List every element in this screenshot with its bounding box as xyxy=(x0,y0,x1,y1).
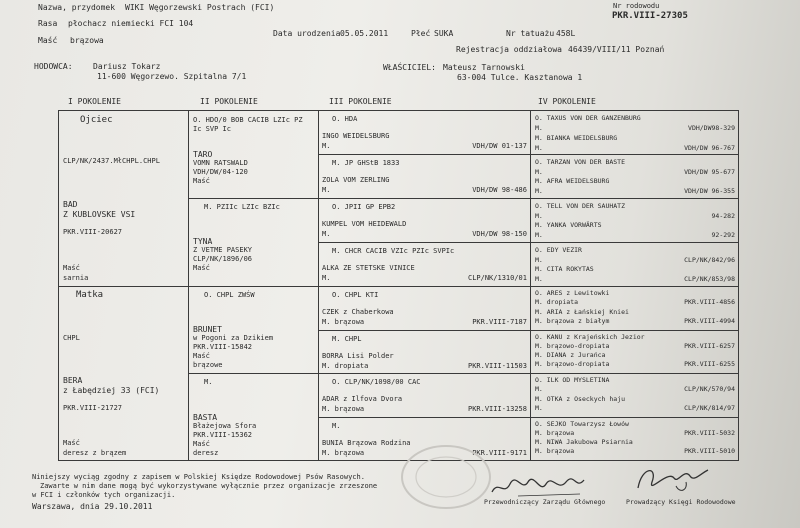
gen2-kennel: VOMN RATSWALD xyxy=(193,159,248,167)
gen3-reg: PKR.VIII-13258 xyxy=(467,405,527,413)
generation-1-header: I POKOLENIE xyxy=(68,97,121,106)
sire-titles: CLP/NK/2437.MłCHPL.CHPL xyxy=(63,157,160,165)
issue-date: Warszawa, dnia 29.10.2011 xyxy=(32,502,153,511)
sire-kennel: Z KUBLOVSKE VSI xyxy=(63,210,136,219)
gen3-reg: PKR.VIII-11503 xyxy=(467,362,527,370)
gen4-reg: PKR.VIII-6255 xyxy=(684,360,735,368)
gen2-reg: PKR.VIII-15362 xyxy=(193,431,253,439)
gen4-reg: CLP/NK/570/94 xyxy=(684,385,735,393)
gen4-color: M. brązowa z białym xyxy=(535,317,610,325)
gen3-name: BORRA Lisi Polder xyxy=(322,352,394,360)
gen4-name: M. NIWA Jakubowa Psiarnia xyxy=(535,438,633,446)
owner-address: 63-004 Tulce. Kasztanowa 1 xyxy=(457,73,583,82)
gen2-titles: M. PZIIc LZIc BZIc xyxy=(204,203,280,211)
dam-pkr: PKR.VIII-21727 xyxy=(63,404,123,412)
regno-value: PKR.VIII-27305 xyxy=(612,11,688,21)
gen2-color-label: Maść xyxy=(193,352,210,360)
gen3-reg: VDH/DW 98-486 xyxy=(472,186,527,194)
gen4-name: M. ARIA z Łańskiej Kniei xyxy=(535,308,629,316)
gen3-reg: PKR.VIII-9171 xyxy=(472,449,527,457)
gen2-name: BASTA xyxy=(193,413,218,422)
gen2-reg: PKR.VIII-15842 xyxy=(193,343,253,351)
gen3-titles: O. CHPL KTI xyxy=(332,291,379,299)
color-value: brązowa xyxy=(70,36,104,45)
gen2-name: TYNA xyxy=(193,237,213,246)
birth-label: Data urodzenia xyxy=(273,29,341,38)
gen3-titles: M. JP GHStB 1833 xyxy=(332,159,400,167)
signature-chairman xyxy=(488,470,588,500)
gen4-color: M. dropiata xyxy=(535,298,579,306)
gen4-reg: PKR.VIII-4994 xyxy=(684,317,735,325)
gen4-name: M. YANKA VORWÄRTS xyxy=(535,221,602,229)
gen3-color: M. xyxy=(322,230,331,238)
gen4-name: M. BIANKA WEIDELSBURG xyxy=(535,134,618,142)
signature-label-registrar: Prowadzący Księgi Rodowodowe xyxy=(626,498,736,506)
gen3-color: M. brązowa xyxy=(322,449,365,457)
dam-color: deresz z brązem xyxy=(63,449,127,457)
gen4-name: M. OTKA z Oseckych haju xyxy=(535,395,626,403)
registration-label: Rejestracja oddziałowa xyxy=(456,45,562,54)
gen4-name: M. AFRA WEIDELSBURG xyxy=(535,177,610,185)
gen3-titles: O. HDA xyxy=(332,115,358,123)
gen4-reg: CLP/NK/853/98 xyxy=(684,275,735,283)
gen4-name: O. TELL VON DER SAUHATZ xyxy=(535,202,626,210)
gen4-name: O. ARES z Lewitowki xyxy=(535,289,610,297)
gen3-titles: M. CHCR CACIB VZIc PZIc SVPIc xyxy=(332,247,455,255)
gen4-reg: CLP/NK/814/97 xyxy=(684,404,735,412)
dog-name: WIKI Węgorzewski Postrach (FCI) xyxy=(125,3,275,12)
gen4-color: M. xyxy=(535,124,543,132)
generation-4-header: IV POKOLENIE xyxy=(538,97,596,106)
gen3-reg: VDH/DW 01-137 xyxy=(472,142,527,150)
birth-value: 05.05.2011 xyxy=(340,29,389,38)
signature-registrar xyxy=(628,460,718,500)
sire-color-label: Maść xyxy=(63,264,80,272)
color-label: Maść xyxy=(38,36,58,45)
gen4-color: M. xyxy=(535,404,543,412)
dam-name: BERA xyxy=(63,376,83,385)
sire-name: BAD xyxy=(63,200,78,209)
gen3-titles: M. CHPL xyxy=(332,335,362,343)
gen4-name: O. TARZAN VON DER BASTE xyxy=(535,158,626,166)
gen4-reg: 92-292 xyxy=(711,231,735,239)
gen4-color: M. xyxy=(535,212,543,220)
gen2-color-label: Maść xyxy=(193,177,210,185)
gen4-reg: PKR.VIII-5032 xyxy=(684,429,735,437)
gen4-name: O. SEJKO Towarzysz Łowów xyxy=(535,420,629,428)
owner-name: Mateusz Tarnowski xyxy=(443,63,525,72)
owner-label: WŁAŚCICIEL: xyxy=(383,63,436,72)
gen4-name: M. CITA ROKYTAS xyxy=(535,265,594,273)
breed-value: płochacz niemiecki FCI 104 xyxy=(68,19,194,28)
tattoo-value: 458L xyxy=(556,29,576,38)
gen3-color: M. xyxy=(322,274,331,282)
gen4-color: M. xyxy=(535,275,543,283)
dam-titles: CHPL xyxy=(63,334,80,342)
gen4-color: M. brązowa xyxy=(535,429,575,437)
gen4-color: M. xyxy=(535,187,543,195)
gen3-reg: PKR.VIII-7187 xyxy=(472,318,527,326)
gen4-color: M. xyxy=(535,385,543,393)
generation-3-header: III POKOLENIE xyxy=(329,97,392,106)
gen3-name: KUMPEL VOM HEIDEWALD xyxy=(322,220,407,228)
registration-value: 46439/VIII/11 Poznań xyxy=(568,45,665,54)
gen4-color: M. xyxy=(535,256,543,264)
gen4-reg: 94-282 xyxy=(711,212,735,220)
dam-kennel: z Łabędziej 33 (FCI) xyxy=(63,386,160,395)
gen2-kennel: w Pogoni za Dzikiem xyxy=(193,334,274,342)
gen2-color-label: Maść xyxy=(193,264,210,272)
gen2-reg: VDH/DW/04-120 xyxy=(193,168,248,176)
gen2-kennel: Z VETME PASEKY xyxy=(193,246,253,254)
gen3-color: M. xyxy=(322,142,331,150)
gen3-color: M. dropiata xyxy=(322,362,369,370)
footer-line-3: w FCI i członków tych organizacji. xyxy=(32,491,176,499)
gen2-titles: O. HDO/0 BOB CACIB LZIc PZ Ic SVP Ic xyxy=(193,116,303,133)
gen4-reg: VDH/DW 96-355 xyxy=(684,187,735,195)
gen4-reg: VDH/DW98-329 xyxy=(688,124,735,132)
gen3-color: M. brązowa xyxy=(322,405,365,413)
gen2-color: deresz xyxy=(193,449,219,457)
dam-color-label: Maść xyxy=(63,439,80,447)
gen4-name: O. KANU z Krajeńskich Jezior xyxy=(535,333,645,341)
name-label: Nazwa, przydomek xyxy=(38,3,116,12)
sire-color: sarnia xyxy=(63,274,89,282)
gen2-name: BRUNET xyxy=(193,325,222,334)
gen2-titles: O. CHPL ZWŚW xyxy=(204,291,255,299)
sex-label: Płeć xyxy=(411,29,431,38)
gen3-name: ADAR z Ilfova Dvora xyxy=(322,395,403,403)
gen4-color: M. xyxy=(535,168,543,176)
gen4-name: O. ILK OD MYSLETINA xyxy=(535,376,610,384)
gen3-color: M. brązowa xyxy=(322,318,365,326)
gen4-color: M. brązowa xyxy=(535,447,575,455)
gen3-name: INGO WEIDELSBURG xyxy=(322,132,390,140)
gen3-reg: VDH/DW 98-150 xyxy=(472,230,527,238)
gen3-titles: M. xyxy=(332,422,341,430)
gen3-name: ZOLA VOM ZERLING xyxy=(322,176,390,184)
gen4-reg: PKR.VIII-4856 xyxy=(684,298,735,306)
gen2-kennel: Błażejowa Sfora xyxy=(193,422,257,430)
sire-pkr: PKR.VIII-20627 xyxy=(63,228,123,236)
signature-label-chairman: Przewodniczący Zarządu Głównego xyxy=(484,498,606,506)
dam-label: Matka xyxy=(76,290,104,300)
gen4-name: O. TAXUS VON DER GANZENBURG xyxy=(535,114,641,122)
gen4-reg: VDH/DW 95-677 xyxy=(684,168,735,176)
gen3-titles: O. CLP/NK/1098/00 CAC xyxy=(332,378,421,386)
gen2-color-label: Maść xyxy=(193,440,210,448)
gen2-titles: M. xyxy=(204,378,213,386)
sire-label: Ojciec xyxy=(80,115,113,125)
gen3-titles: O. JPII GP EPB2 xyxy=(332,203,396,211)
gen4-reg: VDH/DW 96-767 xyxy=(684,144,735,152)
official-stamp xyxy=(396,442,496,512)
gen3-name: BUNIA Brązowa Rodzina xyxy=(322,439,411,447)
gen4-name: M. DIANA z Jurańca xyxy=(535,351,606,359)
gen4-reg: PKR.VIII-6257 xyxy=(684,342,735,350)
gen3-reg: CLP/NK/1310/01 xyxy=(467,274,527,282)
gen3-color: M. xyxy=(322,186,331,194)
breed-label: Rasa xyxy=(38,19,58,28)
gen4-reg: PKR.VIII-5010 xyxy=(684,447,735,455)
gen2-color: brązowe xyxy=(193,361,223,369)
gen3-name: ALKA ZE STETSKE VINICE xyxy=(322,264,415,272)
gen4-color: M. xyxy=(535,144,543,152)
gen4-reg: CLP/NK/842/96 xyxy=(684,256,735,264)
gen3-name: CZEK z Chaberkowa xyxy=(322,308,394,316)
gen4-color: M. brązowo-dropiata xyxy=(535,342,610,350)
breeder-address: 11-600 Węgorzewo. Szpitalna 7/1 xyxy=(97,72,247,81)
breeder-name: Dariusz Tokarz xyxy=(93,62,161,71)
gen4-color: M. xyxy=(535,231,543,239)
tattoo-label: Nr tatuażu xyxy=(506,29,555,38)
gen2-reg: CLP/NK/1896/06 xyxy=(193,255,253,263)
footer-line-1: Niniejszy wyciąg zgodny z zapisem w Polskiej Księdze Rodowodowej Psów Rasowych. xyxy=(32,473,365,481)
gen2-name: TARO xyxy=(193,150,213,159)
sex-value: SUKA xyxy=(434,29,454,38)
breeder-label: HODOWCA: xyxy=(34,62,73,71)
generation-2-header: II POKOLENIE xyxy=(200,97,258,106)
footer-line-2: Zawarte w nim dane mogą być wykorzystywane wyłącznie przez organizacje zrzeszone xyxy=(40,482,378,490)
gen4-color: M. brązowo-dropiata xyxy=(535,360,610,368)
regno-label: Nr rodowodu xyxy=(613,2,660,10)
gen4-name: O. EDY VEZIR xyxy=(535,246,582,254)
